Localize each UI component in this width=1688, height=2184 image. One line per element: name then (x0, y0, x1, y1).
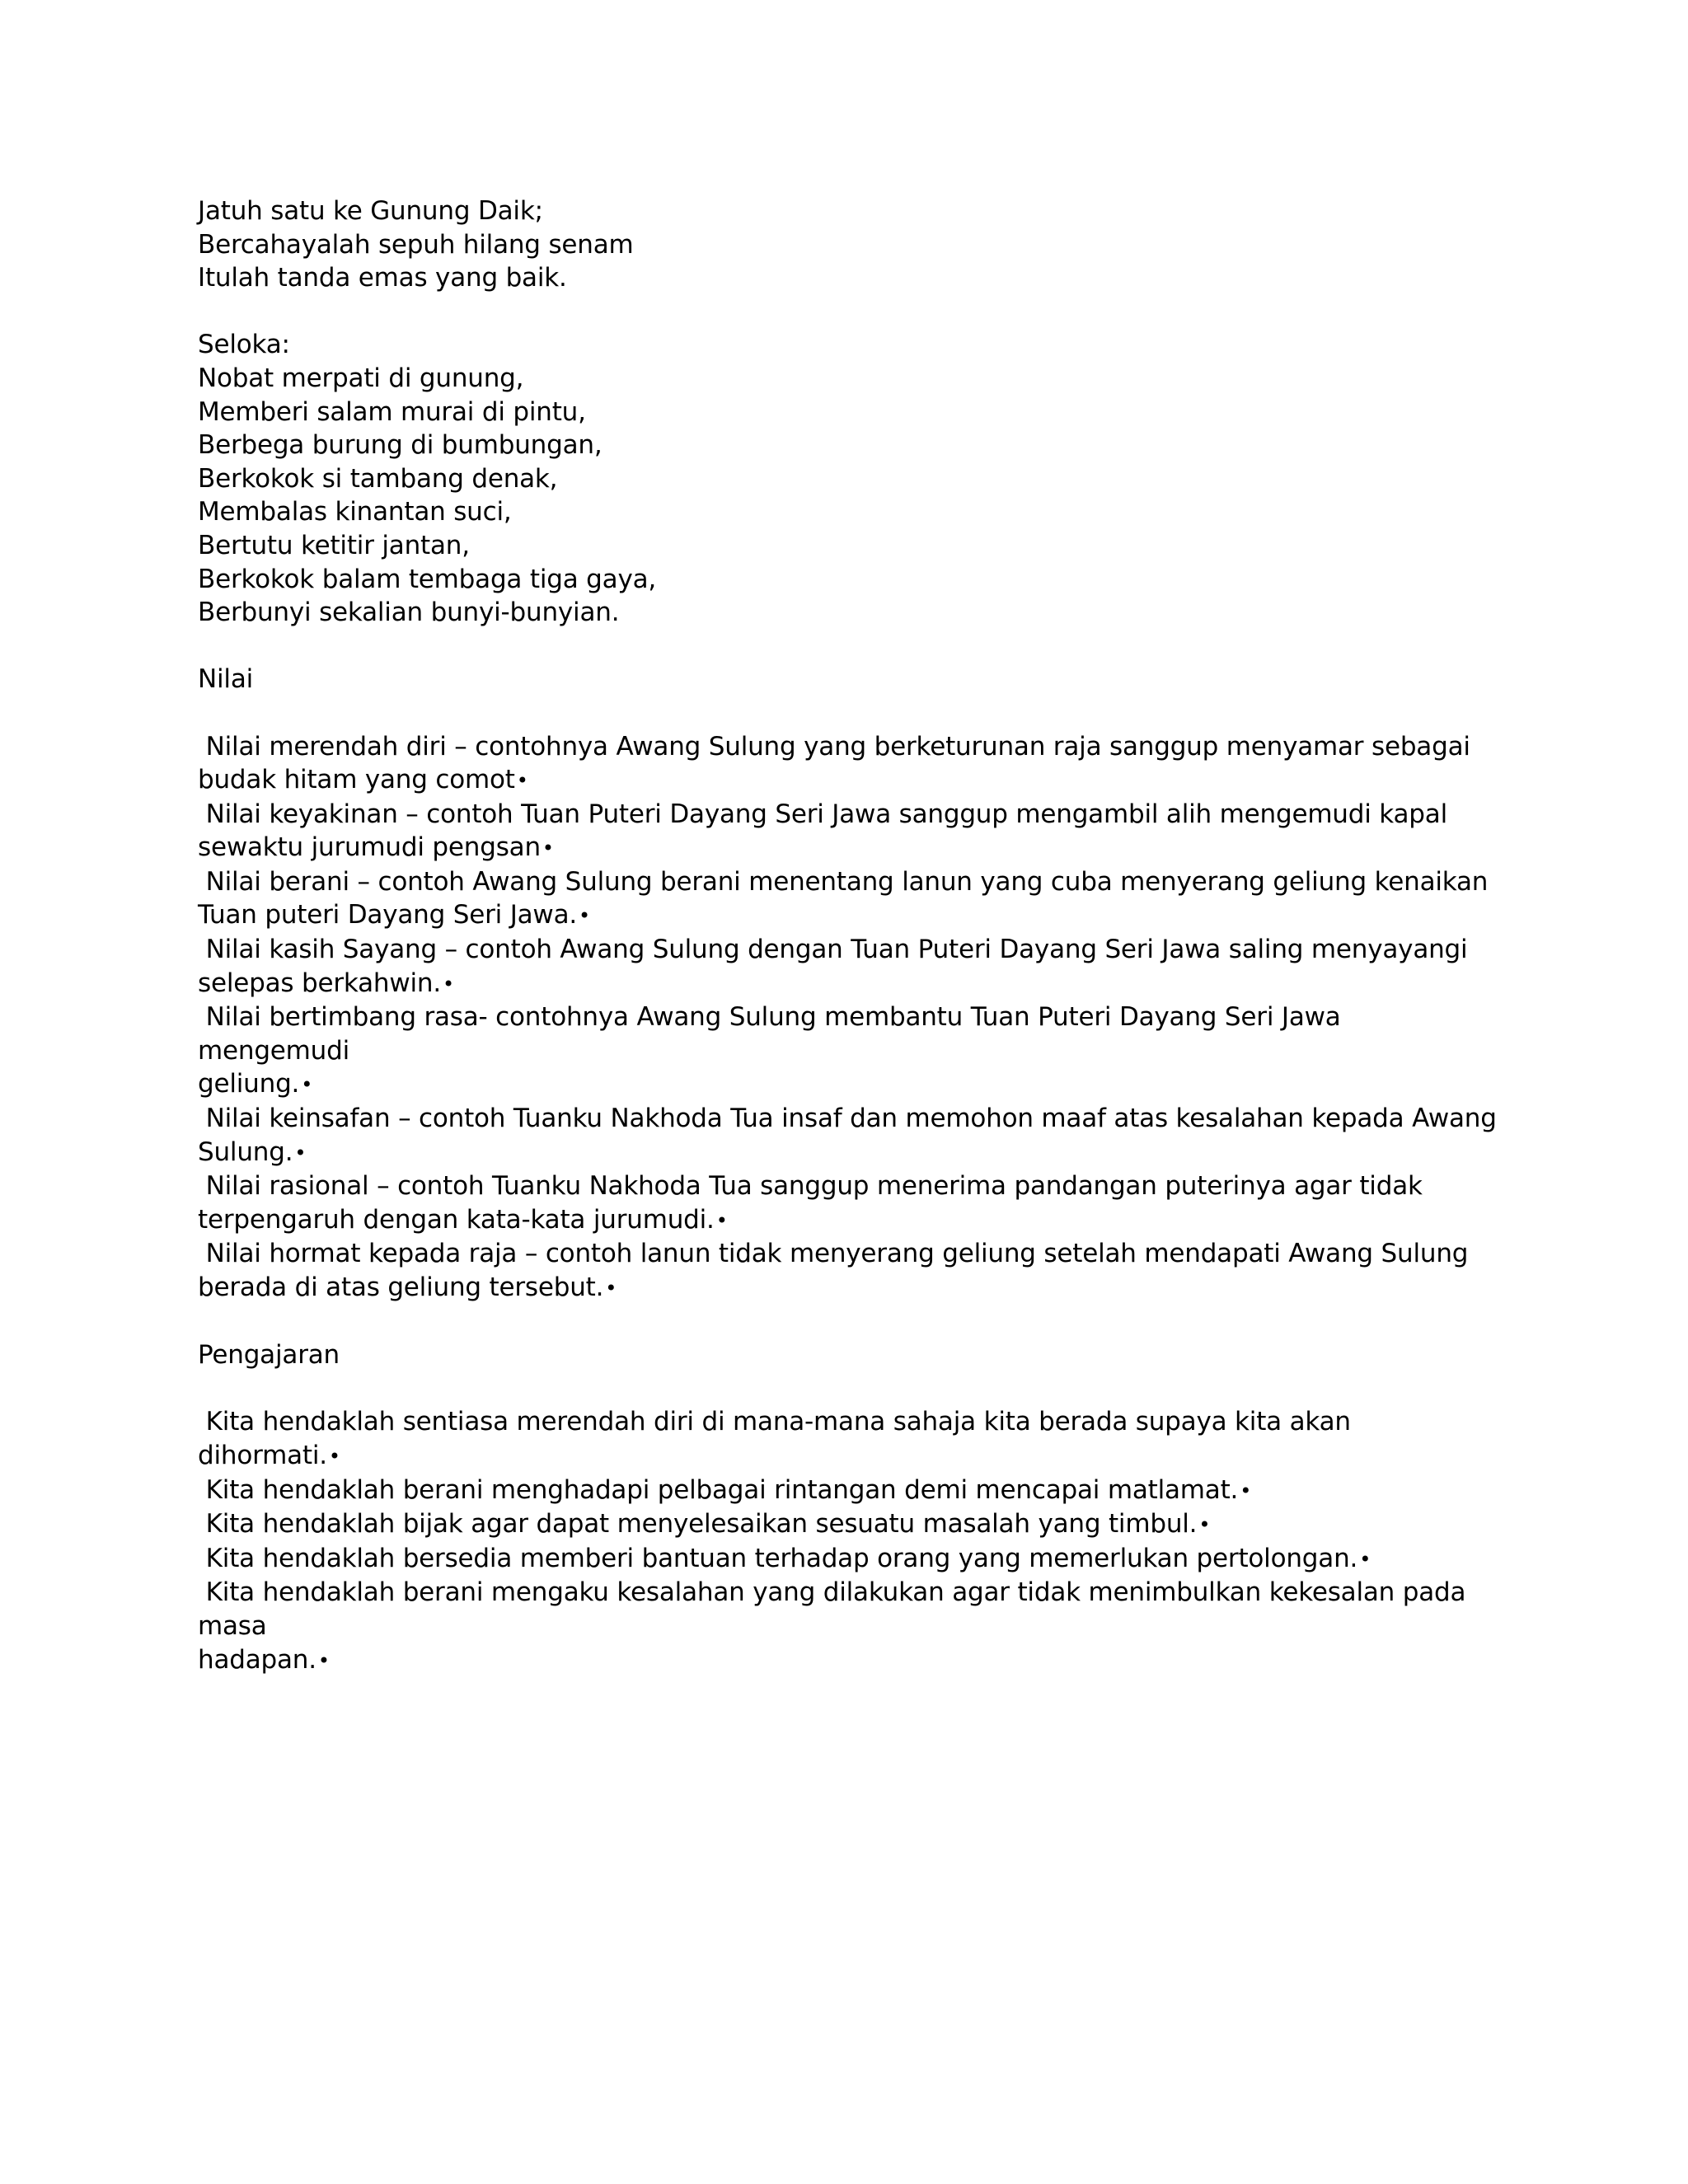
pengajaran-item-text: Kita hendaklah berani mengaku kesalahan yang dilakukan agar tidak menimbulkan kekesalan pada masa hadapan. (198, 1577, 1466, 1675)
pengajaran-item (198, 1507, 1500, 1542)
nilai-item-text: Nilai keinsafan – contoh Tuanku Nakhoda Tua insaf dan memohon maaf atas kesalahan kepada Awang Sulung. (198, 1104, 1497, 1167)
pengajaran-item-text: Kita hendaklah bijak agar dapat menyelesaikan sesuatu masalah yang timbul. (198, 1509, 1198, 1540)
pengajaran-item-text: Kita hendaklah berani menghadapi pelbagai rintangan demi mencapai matlamat. (198, 1474, 1239, 1505)
bullet-icon: • (443, 972, 454, 996)
pengajaran-item (198, 1405, 1500, 1473)
nilai-item (198, 798, 1500, 865)
seloka-line: Memberi salam murai di pintu, (198, 396, 586, 427)
paragraph-gap (198, 696, 1500, 730)
bullet-icon: • (1359, 1547, 1372, 1571)
nilai-item (198, 1102, 1500, 1169)
pantun-line: Itulah tanda emas yang baik. (198, 263, 567, 293)
paragraph-gap (198, 1305, 1500, 1339)
bullet-icon: • (605, 1277, 617, 1300)
nilai-item-text: Nilai rasional – contoh Tuanku Nakhoda Tua sanggup menerima pandangan puterinya agar tidak terpengaruh dengan kata-kata jurumudi. (198, 1171, 1423, 1235)
pengajaran-item (198, 1576, 1500, 1677)
nilai-item (198, 730, 1500, 798)
nilai-item-text: Nilai bertimbang rasa- contohnya Awang Sulung membantu Tuan Puteri Dayang Seri Jawa mengemudi geliung. (198, 1002, 1341, 1099)
seloka-heading: Seloka: (198, 330, 290, 360)
pantun-line: Bercahayalah sepuh hilang senam (198, 229, 634, 260)
bullet-icon: • (715, 1208, 728, 1232)
bullet-icon: • (1240, 1479, 1252, 1502)
nilai-item (198, 1237, 1500, 1305)
paragraph-gap (198, 295, 1500, 329)
nilai-item (198, 1169, 1500, 1237)
nilai-item (198, 933, 1500, 1001)
pengajaran-section (198, 1338, 1500, 1677)
nilai-item (198, 1001, 1500, 1102)
seloka-line: Nobat merpati di gunung, (198, 363, 524, 393)
nilai-item-text: Nilai kasih Sayang – contoh Awang Sulung dengan Tuan Puteri Dayang Seri Jawa saling menyayangi selepas berkahwin. (198, 935, 1468, 998)
pantun-line: Jatuh satu ke Gunung Daik; (198, 196, 543, 226)
seloka-line: Berbunyi sekalian bunyi-bunyian. (198, 598, 620, 628)
bullet-icon: • (542, 837, 554, 860)
bullet-icon: • (317, 1648, 330, 1672)
pantun-block (198, 194, 1500, 295)
bullet-icon: • (328, 1444, 340, 1468)
bullet-icon: • (301, 1073, 313, 1097)
nilai-section (198, 663, 1500, 1305)
bullet-icon: • (294, 1141, 307, 1165)
nilai-item (198, 865, 1500, 933)
pengajaran-item (198, 1474, 1500, 1508)
seloka-block (198, 328, 1500, 629)
pengajaran-heading: Pengajaran (198, 1340, 340, 1371)
paragraph-gap (198, 630, 1500, 663)
nilai-heading: Nilai (198, 664, 254, 695)
pengajaran-item-text: Kita hendaklah bersedia memberi bantuan terhadap orang yang memerlukan pertolongan. (198, 1543, 1358, 1573)
nilai-item-text: Nilai merendah diri – contohnya Awang Sulung yang berketurunan raja sanggup menyamar sebagai budak hitam yang comot (198, 731, 1470, 795)
paragraph-gap (198, 1372, 1500, 1406)
seloka-line: Berkokok balam tembaga tiga gaya, (198, 564, 657, 594)
bullet-icon: • (516, 769, 528, 793)
nilai-item-text: Nilai berani – contoh Awang Sulung berani menentang lanun yang cuba menyerang geliung kenaikan Tuan puteri Dayang Seri Jawa. (198, 866, 1489, 930)
pengajaran-item (198, 1542, 1500, 1577)
pengajaran-item-text: Kita hendaklah sentiasa merendah diri di mana-mana sahaja kita berada supaya kita akan dihormati. (198, 1407, 1359, 1470)
seloka-line: Membalas kinantan suci, (198, 497, 512, 527)
nilai-item-text: Nilai keyakinan – contoh Tuan Puteri Dayang Seri Jawa sanggup mengambil alih mengemudi kapal sewaktu jurumudi pengsan (198, 799, 1447, 863)
bullet-icon: • (1198, 1513, 1211, 1537)
seloka-line: Berbega burung di bumbungan, (198, 430, 603, 461)
bullet-icon: • (579, 904, 591, 928)
document-body (198, 194, 1500, 1677)
seloka-line: Berkokok si tambang denak, (198, 463, 558, 494)
nilai-item-text: Nilai hormat kepada raja – contoh lanun tidak menyerang geliung setelah mendapati Awang Sulung berada di atas geliung tersebut. (198, 1239, 1469, 1302)
seloka-line: Bertutu ketitir jantan, (198, 530, 470, 560)
